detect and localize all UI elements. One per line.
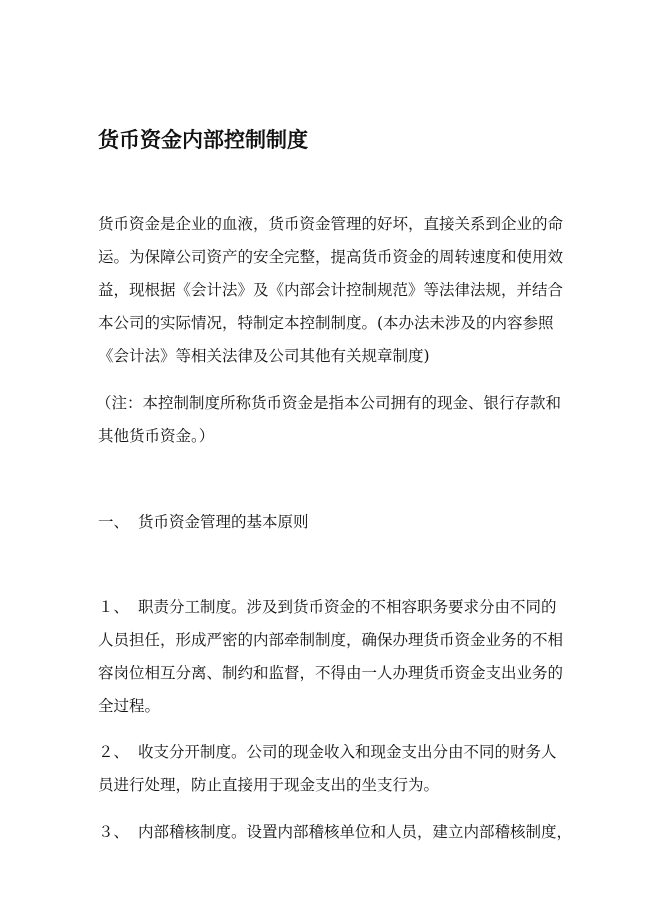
intro-line-4: 本公司的实际情况，特制定本控制制度。(本办法未涉及的内容参照	[98, 314, 554, 332]
item-2-marker: ２、	[98, 743, 130, 761]
item-1-line-1	[98, 597, 557, 617]
item-3-text-1: 内部稽核制度。设置内部稽核单位和人员，建立内部稽核制度，	[138, 823, 573, 841]
document-title: 货币资金内部控制制度	[98, 127, 308, 152]
item-3-line-1	[98, 822, 572, 842]
intro-line-5: 《会计法》等相关法律及公司其他有关规章制度)	[98, 347, 430, 365]
section-heading-text: 货币资金管理的基本原则	[138, 513, 309, 531]
item-1-line-3: 容岗位相互分离、制约和监督，不得由一人办理货币资金支出业务的	[98, 664, 564, 682]
item-1-marker: １、	[98, 598, 130, 616]
section-marker: 一、	[98, 513, 130, 531]
note-line-1: （注：本控制制度所称货币资金是指本公司拥有的现金、银行存款和	[96, 394, 562, 412]
item-1-line-2: 人员担任，形成严密的内部牵制制度，确保办理货币资金业务的不相	[98, 631, 564, 649]
item-1-line-4: 全过程。	[98, 697, 161, 715]
item-2-line-1	[98, 742, 557, 762]
item-3-marker: ３、	[98, 823, 130, 841]
section-heading-1	[98, 512, 309, 532]
intro-line-3: 益，现根据《会计法》及《内部会计控制规范》等法律法规，并结合	[98, 281, 564, 299]
item-2-text-1: 收支分开制度。公司的现金收入和现金支出分由不同的财务人	[138, 743, 557, 761]
intro-line-1: 货币资金是企业的血液，货币资金管理的好坏，直接关系到企业的命	[98, 215, 564, 233]
item-2-line-2: 员进行处理，防止直接用于现金支出的坐支行为。	[98, 776, 440, 794]
intro-line-2: 运。为保障公司资产的安全完整，提高货币资金的周转速度和使用效	[98, 248, 564, 266]
item-1-text-1: 职责分工制度。涉及到货币资金的不相容职务要求分由不同的	[138, 598, 557, 616]
note-line-2: 其他货币资金。）	[98, 427, 215, 445]
